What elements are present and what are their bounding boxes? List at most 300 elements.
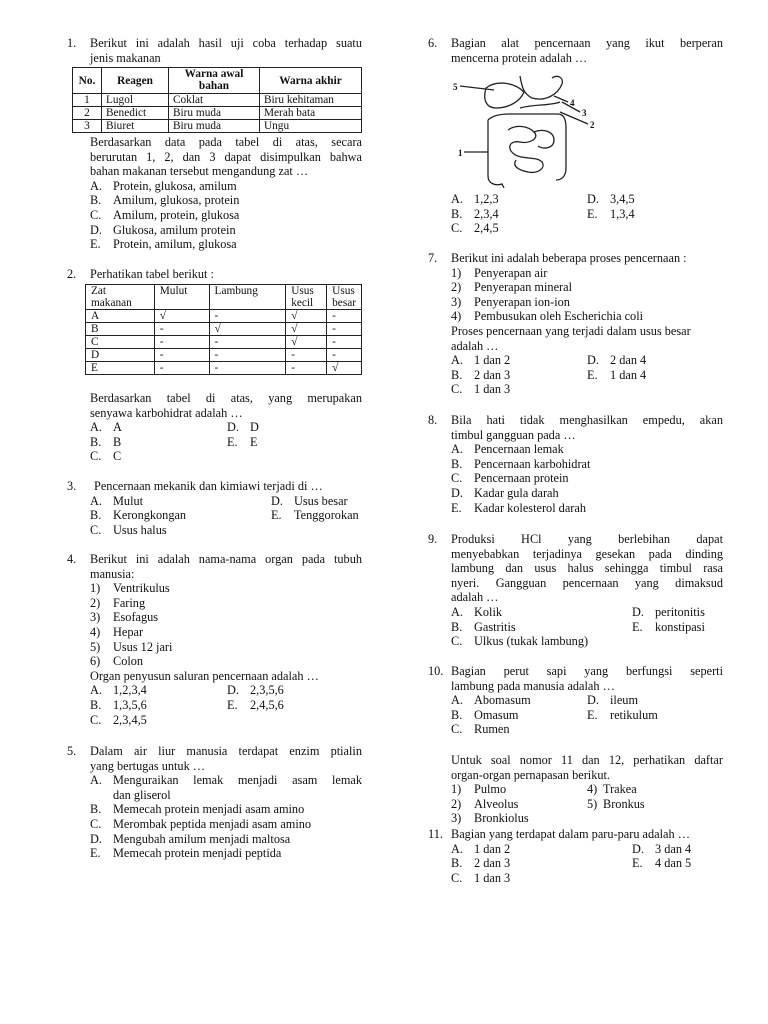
- option-a[interactable]: [90, 683, 227, 698]
- list-text: Pembusukan oleh Escherichia coli: [474, 309, 644, 324]
- list-text: Pulmo: [474, 782, 507, 797]
- option-letter: B.: [451, 619, 463, 634]
- list-text: Usus 12 jari: [113, 639, 173, 654]
- header-text: Lambung: [214, 285, 258, 297]
- header-text: besar: [332, 297, 356, 309]
- option-c[interactable]: [451, 471, 723, 486]
- table-cell: Coklat: [169, 94, 260, 107]
- option-text: Ulkus (tukak lambung): [474, 634, 589, 649]
- question-text: Berdasarkan data pada tabel di atas, secara: [90, 135, 362, 149]
- option-letter: C.: [90, 522, 102, 537]
- diagram-label-1: 1: [458, 148, 463, 158]
- option-letter: E.: [90, 846, 101, 861]
- option-c[interactable]: [451, 871, 632, 886]
- question-stem: lambung pada manusia adalah …: [451, 678, 615, 693]
- question-stem: adalah …: [451, 590, 499, 605]
- option-text: A: [113, 420, 122, 435]
- list-number: 2): [451, 280, 462, 295]
- table-cell: √: [286, 310, 327, 323]
- list-item: [451, 782, 587, 797]
- option-letter: A.: [451, 353, 463, 368]
- option-text: 1,2,3,4: [113, 683, 147, 698]
- table-cell: B: [86, 323, 155, 336]
- liver-outline: [485, 83, 524, 108]
- list-item: [90, 581, 362, 596]
- list-number: 4): [587, 782, 598, 797]
- option-text: 1,3,4: [610, 206, 635, 221]
- list-item: [90, 625, 362, 640]
- option-e[interactable]: [587, 708, 658, 723]
- option-d[interactable]: [271, 494, 359, 509]
- option-b[interactable]: [90, 435, 227, 450]
- list-item: [90, 610, 362, 625]
- option-letter: B.: [451, 206, 463, 221]
- option-d[interactable]: [632, 842, 691, 857]
- question-stem: nyeri. Gangguan pencernaan yang dimaksud: [451, 575, 723, 590]
- option-c[interactable]: [90, 713, 227, 728]
- question-stem: Berikut ini adalah beberapa proses pencernaan :: [451, 251, 687, 265]
- option-d[interactable]: [90, 832, 362, 847]
- option-text: retikulum: [610, 707, 658, 722]
- option-letter: D.: [632, 604, 644, 619]
- list-text: Penyerapan ion-ion: [474, 294, 570, 309]
- option-letter: D.: [587, 353, 599, 368]
- option-d[interactable]: [587, 693, 658, 708]
- option-e[interactable]: [587, 368, 646, 383]
- table-cell: -: [286, 349, 327, 362]
- table-cell: -: [154, 349, 209, 362]
- diagram-label-4: 4: [570, 98, 575, 108]
- option-e[interactable]: [451, 501, 723, 516]
- list-number: 1): [451, 265, 462, 280]
- option-text: 1,3,5,6: [113, 697, 147, 712]
- option-text: Amilum, protein, glukosa: [113, 207, 240, 222]
- list-item: [451, 309, 723, 324]
- table-cell: Lugol: [102, 94, 169, 107]
- table-cell: Ungu: [260, 120, 362, 133]
- option-text: Kadar gula darah: [474, 485, 559, 500]
- option-d[interactable]: [632, 605, 705, 620]
- question-number: 7.: [428, 251, 438, 265]
- option-letter: B.: [451, 456, 463, 471]
- large-intestine-outline: [488, 114, 566, 188]
- option-a[interactable]: [451, 442, 723, 457]
- instruction-text: organ-organ pernapasan berikut.: [451, 767, 611, 782]
- question-stem: Produksi HCl yang berlebihan dapat: [451, 532, 723, 546]
- table-row: [73, 120, 362, 133]
- question-stem: Berikut ini adalah nama-nama organ pada tubuh: [90, 552, 362, 566]
- question-stem: Perhatikan tabel berikut :: [90, 267, 214, 281]
- option-text: Memecah protein menjadi asam amino: [113, 802, 305, 817]
- option-text: Tenggorokan: [294, 508, 359, 523]
- table-cell: Biru muda: [169, 107, 260, 120]
- option-a[interactable]: [451, 693, 587, 708]
- question-stem: Bagian yang terdapat dalam paru-paru adalah …: [451, 827, 691, 841]
- list-number: 3): [90, 610, 101, 625]
- option-e[interactable]: [227, 435, 259, 450]
- option-letter: A.: [90, 493, 102, 508]
- option-letter: C.: [451, 382, 463, 397]
- option-text: 1 dan 2: [474, 353, 511, 368]
- option-letter: E.: [271, 508, 282, 523]
- option-text: Kerongkongan: [113, 508, 187, 523]
- list-text: Colon: [113, 654, 144, 669]
- option-d[interactable]: [227, 683, 284, 698]
- option-text: ileum: [610, 693, 639, 708]
- option-e[interactable]: [587, 207, 635, 222]
- option-text: 1 dan 3: [474, 870, 511, 885]
- option-letter: C.: [451, 634, 463, 649]
- question-text: Organ penyusun saluran pencernaan adalah …: [90, 668, 319, 683]
- option-letter: A.: [451, 442, 463, 457]
- list-text: Faring: [113, 595, 146, 610]
- option-c[interactable]: [90, 208, 362, 223]
- option-a[interactable]: [90, 179, 362, 194]
- list-number: 2): [451, 796, 462, 811]
- option-c[interactable]: [451, 634, 632, 649]
- table-cell: √: [154, 310, 209, 323]
- option-e[interactable]: [271, 508, 359, 523]
- option-letter: E.: [587, 206, 598, 221]
- option-letter: D.: [227, 683, 239, 698]
- option-letter: C.: [451, 870, 463, 885]
- list-item: [451, 295, 723, 310]
- option-text: 3 dan 4: [655, 841, 692, 856]
- question-stem: Bila hati tidak menghasilkan empedu, akan: [451, 413, 723, 427]
- option-text: 2 dan 4: [610, 353, 647, 368]
- option-b[interactable]: [90, 802, 362, 817]
- stomach-outline: [520, 76, 562, 99]
- table-cell: -: [209, 349, 286, 362]
- option-text: Kolik: [474, 604, 503, 619]
- table-cell: Biru muda: [169, 120, 260, 133]
- list-number: 1): [451, 782, 462, 797]
- question-stem: yang bertugas untuk …: [90, 758, 206, 773]
- option-text: D: [250, 420, 259, 435]
- option-text: 1 dan 3: [474, 382, 511, 397]
- question-stem: jenis makanan: [90, 50, 161, 65]
- option-a[interactable]: [451, 842, 632, 857]
- table-cell: D: [86, 349, 155, 362]
- list-number: 3): [451, 294, 462, 309]
- option-text: 4 dan 5: [655, 856, 692, 871]
- option-b[interactable]: [90, 698, 227, 713]
- option-text: B: [113, 434, 122, 449]
- option-text: Glukosa, amilum protein: [113, 222, 236, 237]
- option-text: Pencernaan karbohidrat: [474, 456, 591, 471]
- question-stem: Berikut ini adalah hasil uji coba terhadap suatu: [90, 36, 362, 50]
- option-letter: E.: [587, 367, 598, 382]
- list-item: [587, 782, 645, 797]
- pancreas-outline: [520, 102, 560, 108]
- table-cell: -: [154, 336, 209, 349]
- table-header: No.: [73, 68, 102, 94]
- question-number: 9.: [428, 532, 438, 546]
- option-letter: D.: [632, 841, 644, 856]
- table-cell: Merah bata: [260, 107, 362, 120]
- table-cell: 3: [73, 120, 102, 133]
- header-text: Mulut: [159, 285, 188, 297]
- option-text: Memecah protein menjadi peptida: [113, 846, 282, 861]
- table-cell: -: [286, 362, 327, 375]
- option-text: E: [250, 434, 258, 449]
- table-cell: -: [154, 362, 209, 375]
- option-letter: C.: [451, 471, 463, 486]
- table-cell: C: [86, 336, 155, 349]
- table-row: [86, 362, 362, 375]
- option-letter: E.: [227, 434, 238, 449]
- option-b[interactable]: [451, 368, 587, 383]
- table-row: [86, 336, 362, 349]
- list-item: [451, 266, 723, 281]
- list-item: [451, 797, 587, 812]
- header-text: Usus: [332, 285, 355, 297]
- list-number: 4): [90, 624, 101, 639]
- option-b[interactable]: [90, 508, 271, 523]
- option-text: 2,4,5,6: [250, 697, 284, 712]
- digestion-table: [85, 284, 362, 375]
- option-letter: B.: [451, 707, 463, 722]
- digestive-system-diagram: [450, 72, 600, 190]
- option-text: peritonitis: [655, 604, 705, 619]
- option-text: Omasum: [474, 707, 519, 722]
- option-text: 2 dan 3: [474, 367, 511, 382]
- table-cell: 2: [73, 107, 102, 120]
- list-text: Penyerapan mineral: [474, 280, 572, 295]
- table-header: [327, 285, 362, 310]
- label-line: [554, 96, 568, 102]
- list-number: 3): [451, 811, 462, 826]
- option-a[interactable]: [90, 420, 227, 435]
- option-letter: C.: [451, 221, 463, 236]
- table-cell: Biru kehitaman: [260, 94, 362, 107]
- option-text: 1,2,3: [474, 192, 499, 206]
- list-item: [587, 797, 645, 812]
- option-c[interactable]: [451, 722, 587, 737]
- table-cell: -: [209, 310, 286, 323]
- option-text: Gastritis: [474, 619, 516, 634]
- question-stem: Bagian alat pencernaan yang ikut berperan: [451, 36, 723, 50]
- table-cell: √: [286, 323, 327, 336]
- question-stem: mencerna protein adalah …: [451, 50, 588, 65]
- option-letter: E.: [451, 500, 462, 515]
- option-letter: A.: [90, 178, 102, 193]
- option-b[interactable]: [451, 457, 723, 472]
- list-number: 4): [451, 309, 462, 324]
- table-cell: -: [209, 336, 286, 349]
- option-letter: A.: [451, 604, 463, 619]
- question-number: 3.: [67, 479, 77, 493]
- header-text: Zat: [91, 285, 107, 297]
- option-text: konstipasi: [655, 619, 705, 634]
- list-number: 1): [90, 581, 101, 596]
- question-stem: menyebabkan terjadinya gesekan pada dinding: [451, 546, 723, 561]
- option-text: Usus besar: [294, 493, 348, 508]
- option-e[interactable]: [632, 856, 691, 871]
- option-c[interactable]: [90, 449, 227, 464]
- option-a[interactable]: [90, 494, 271, 509]
- option-text: 2,3,4,5: [113, 712, 147, 727]
- option-letter: D.: [227, 420, 239, 435]
- option-e[interactable]: [632, 620, 705, 635]
- option-text: Usus halus: [113, 522, 167, 537]
- option-text: 3,4,5: [610, 192, 635, 206]
- table-cell: √: [209, 323, 286, 336]
- option-letter: D.: [451, 485, 463, 500]
- list-item: [90, 654, 362, 669]
- option-text: Kadar kolesterol darah: [474, 500, 586, 515]
- option-a[interactable]: [451, 353, 587, 368]
- question-number: 10.: [428, 664, 444, 678]
- table-header: [154, 285, 209, 310]
- option-a[interactable]: [90, 773, 362, 802]
- option-letter: D.: [90, 831, 102, 846]
- list-text: Penyerapan air: [474, 265, 548, 280]
- option-c[interactable]: [451, 221, 587, 236]
- question-number: 1.: [67, 36, 77, 50]
- option-letter: A.: [451, 841, 463, 856]
- option-letter: C.: [90, 449, 102, 464]
- option-d[interactable]: [587, 192, 635, 207]
- question-number: 4.: [67, 552, 77, 566]
- question-text: senyawa karbohidrat adalah …: [90, 405, 243, 420]
- option-a[interactable]: [451, 192, 587, 207]
- header-text: kecil: [291, 297, 314, 309]
- table-header: [209, 285, 286, 310]
- table-cell: √: [327, 362, 362, 375]
- list-item: [451, 811, 587, 826]
- option-text: 2,4,5: [474, 221, 499, 236]
- option-text: Mengubah amilum menjadi maltosa: [113, 831, 291, 846]
- option-letter: A.: [451, 693, 463, 708]
- option-e[interactable]: [227, 698, 284, 713]
- list-item: [451, 280, 723, 295]
- option-text: Menguraikan lemak menjadi asam lemak: [113, 773, 362, 788]
- table-row: [86, 323, 362, 336]
- question-stem: timbul gangguan pada …: [451, 427, 576, 442]
- option-e[interactable]: [90, 237, 362, 252]
- option-text: Merombak peptida menjadi asam amino: [113, 816, 312, 831]
- question-stem: Dalam air liur manusia terdapat enzim ptialin: [90, 744, 362, 758]
- option-letter: E.: [90, 237, 101, 252]
- list-item: [90, 596, 362, 611]
- option-a[interactable]: [451, 605, 632, 620]
- table-cell: 1: [73, 94, 102, 107]
- table-cell: -: [209, 362, 286, 375]
- table-header: Warna akhir: [260, 68, 362, 94]
- option-letter: A.: [90, 420, 102, 435]
- option-letter: C.: [90, 816, 102, 831]
- option-letter: E.: [632, 856, 643, 871]
- table-cell: -: [327, 323, 362, 336]
- question-text: berurutan 1, 2, dan 3 dapat disimpulkan bahwa: [90, 149, 362, 164]
- option-b[interactable]: [90, 193, 362, 208]
- option-text: Abomasum: [474, 693, 531, 708]
- option-b[interactable]: [451, 856, 632, 871]
- option-text: Pencernaan lemak: [474, 442, 564, 457]
- list-number: 5): [587, 796, 598, 811]
- option-d[interactable]: [451, 486, 723, 501]
- option-text: C: [113, 449, 122, 464]
- list-number: 6): [90, 654, 101, 669]
- option-letter: B.: [90, 193, 102, 208]
- option-text: dan gliserol: [113, 787, 171, 802]
- table-header: Reagen: [102, 68, 169, 94]
- header-text: Usus: [291, 285, 314, 297]
- option-letter: B.: [90, 508, 102, 523]
- option-letter: B.: [90, 697, 102, 712]
- question-stem: Bagian perut sapi yang berfungsi seperti: [451, 664, 723, 678]
- question-text: bahan makanan tersebut mengandung zat …: [90, 164, 309, 179]
- option-text: 2,3,4: [474, 206, 499, 221]
- option-text: 1 dan 4: [610, 367, 647, 382]
- diagram-label-2: 2: [590, 120, 595, 130]
- option-b[interactable]: [451, 620, 632, 635]
- table-row: [73, 107, 362, 120]
- option-c[interactable]: [90, 523, 271, 538]
- question-stem: Pencernaan mekanik dan kimiawi terjadi di …: [94, 479, 323, 493]
- option-text: 2,3,5,6: [250, 683, 284, 698]
- option-text: Protein, glukosa, amilum: [113, 178, 237, 193]
- option-d[interactable]: [227, 420, 259, 435]
- list-number: 2): [90, 595, 101, 610]
- option-d[interactable]: [587, 353, 646, 368]
- question-number: 11.: [428, 827, 443, 841]
- option-letter: E.: [632, 619, 643, 634]
- question-text: Berdasarkan tabel di atas, yang merupakan: [90, 391, 362, 405]
- option-letter: D.: [587, 693, 599, 708]
- list-text: Ventrikulus: [113, 581, 170, 596]
- table-cell: Biuret: [102, 120, 169, 133]
- list-text: Esofagus: [113, 610, 159, 625]
- option-letter: B.: [451, 367, 463, 382]
- question-text: Proses pencernaan yang terjadi dalam usus besar: [451, 323, 691, 338]
- option-c[interactable]: [90, 817, 362, 832]
- table-row: [86, 310, 362, 323]
- header-text: makanan: [91, 297, 132, 309]
- option-e[interactable]: [90, 846, 362, 861]
- table-header: Warna awal bahan: [169, 68, 260, 94]
- list-text: Alveolus: [474, 796, 519, 811]
- option-letter: B.: [90, 434, 102, 449]
- reagent-table: [72, 67, 362, 133]
- table-cell: E: [86, 362, 155, 375]
- table-cell: -: [327, 336, 362, 349]
- question-number: 2.: [67, 267, 77, 281]
- table-row: [86, 349, 362, 362]
- option-letter: B.: [90, 802, 102, 817]
- table-cell: -: [327, 310, 362, 323]
- diagram-label-5: 5: [453, 82, 458, 92]
- question-number: 8.: [428, 413, 438, 427]
- list-item: [90, 640, 362, 655]
- option-b[interactable]: [451, 207, 587, 222]
- option-text: Amilum, glukosa, protein: [113, 193, 240, 208]
- list-text: Trakea: [603, 782, 637, 797]
- option-letter: A.: [90, 773, 102, 788]
- option-b[interactable]: [451, 708, 587, 723]
- option-d[interactable]: [90, 223, 362, 238]
- option-letter: D.: [271, 493, 283, 508]
- table-cell: -: [154, 323, 209, 336]
- table-header: [86, 285, 155, 310]
- option-c[interactable]: [451, 382, 587, 397]
- list-text: Hepar: [113, 624, 144, 639]
- table-cell: A: [86, 310, 155, 323]
- question-text: adalah …: [451, 338, 499, 353]
- list-number: 5): [90, 639, 101, 654]
- table-cell: -: [327, 349, 362, 362]
